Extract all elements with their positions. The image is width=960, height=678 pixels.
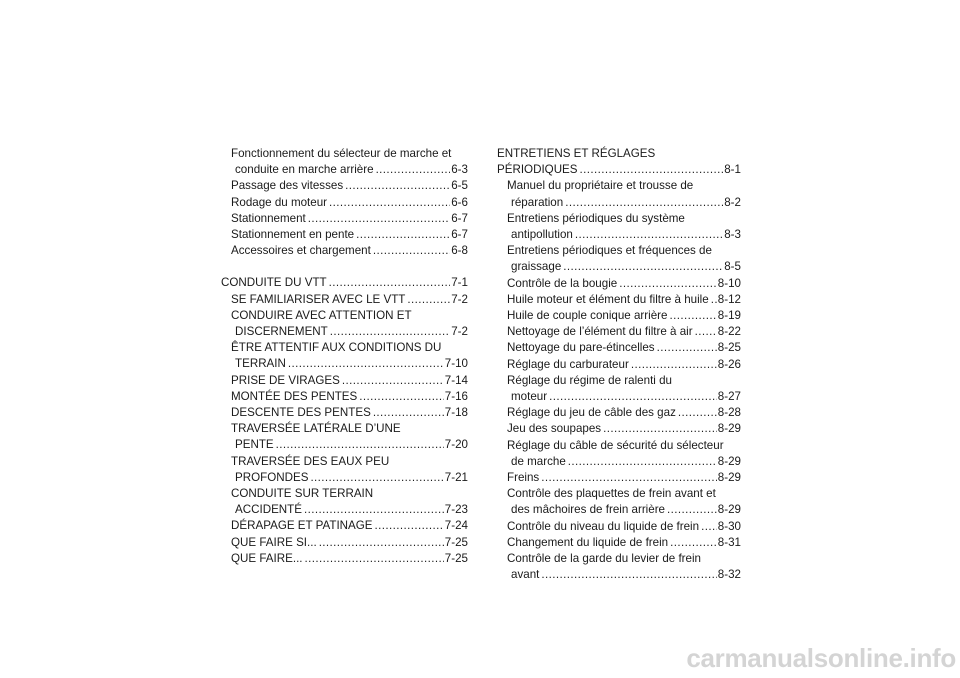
dot-leader — [342, 373, 444, 389]
toc-left-column — [221, 146, 468, 567]
toc-page-number: 7-1 — [451, 276, 468, 290]
toc-entry-title: Accessoires et chargement — [231, 244, 371, 258]
dot-leader — [376, 162, 451, 178]
toc-entry-title: Changement du liquide de frein — [507, 535, 669, 549]
toc-entry[interactable] — [221, 292, 468, 308]
dot-leader — [308, 211, 450, 227]
toc-page-number: 7-20 — [444, 438, 468, 452]
toc-page-number: 7-25 — [444, 535, 468, 549]
toc-entry-title: Contrôle de la bougie — [507, 276, 618, 290]
toc-page-number: 8-2 — [724, 195, 741, 209]
toc-page-number: 7-2 — [451, 292, 468, 306]
toc-page-number: 7-2 — [451, 325, 468, 339]
toc-entry[interactable] — [497, 373, 741, 405]
section-gap — [221, 259, 468, 275]
dot-leader — [305, 551, 444, 567]
toc-entry[interactable] — [497, 211, 741, 243]
toc-entry[interactable] — [497, 486, 741, 518]
dot-leader — [373, 243, 450, 259]
toc-entry-title: Nettoyage du pare-étincelles — [507, 341, 655, 355]
toc-entry-title: CONDUITE DU VTT — [221, 276, 327, 290]
toc-entry-title: Entretiens périodiques et fréquences de — [507, 244, 712, 258]
toc-entry-title: Huile de couple conique arrière — [507, 309, 668, 323]
toc-chapter-entry[interactable] — [497, 146, 741, 178]
watermark: carmanualsonline.info — [686, 643, 956, 673]
toc-entry[interactable] — [221, 454, 468, 486]
toc-entry-title: des mâchoires de frein arrière — [511, 503, 666, 517]
dot-leader — [373, 405, 444, 421]
toc-entry[interactable] — [221, 421, 468, 453]
toc-page-number: 8-29 — [717, 503, 741, 517]
toc-entry-title: ÊTRE ATTENTIF AUX CONDITIONS DU — [231, 341, 442, 355]
dot-leader — [356, 227, 450, 243]
dot-leader — [669, 308, 716, 324]
toc-entry[interactable] — [497, 357, 741, 373]
toc-entry-title: DESCENTE DES PENTES — [231, 406, 371, 420]
toc-entry[interactable] — [221, 486, 468, 518]
toc-entry-title: CONDUITE SUR TERRAIN — [231, 487, 374, 501]
toc-page-number: 8-12 — [717, 292, 741, 306]
toc-entry-title: Réglage du jeu de câble des gaz — [507, 406, 676, 420]
toc-page-number: 8-32 — [717, 568, 741, 582]
toc-page-number: 6-6 — [451, 195, 468, 209]
toc-entry[interactable] — [497, 551, 741, 583]
dot-leader — [541, 567, 716, 583]
toc-entry[interactable] — [221, 389, 468, 405]
dot-leader — [330, 324, 450, 340]
toc-entry[interactable] — [221, 178, 468, 194]
toc-entry-title: PENTE — [235, 438, 274, 452]
toc-entry[interactable] — [221, 243, 468, 259]
toc-page-number: 8-26 — [717, 357, 741, 371]
toc-entry[interactable] — [221, 373, 468, 389]
toc-entry[interactable] — [497, 276, 741, 292]
toc-page-number: 8-29 — [717, 422, 741, 436]
toc-page-number: 8-30 — [717, 519, 741, 533]
toc-entry-title: Réglage du carburateur — [507, 357, 629, 371]
toc-page-number: 8-31 — [717, 535, 741, 549]
toc-entry-title: Jeu des soupapes — [507, 422, 602, 436]
dot-leader — [345, 178, 450, 194]
toc-entry-title: conduite en marche arrière — [235, 163, 374, 177]
toc-entry[interactable] — [497, 292, 741, 308]
toc-entry-title: TRAVERSÉE LATÉRALE D’UNE — [231, 422, 401, 436]
toc-entry-title: Passage des vitesses — [231, 179, 344, 193]
toc-entry-title: de marche — [511, 454, 566, 468]
toc-page-number: 7-21 — [444, 470, 468, 484]
dot-leader — [304, 502, 444, 518]
toc-entry-title: avant — [511, 568, 540, 582]
toc-entry-title: PRISE DE VIRAGES — [231, 373, 340, 387]
toc-entry-title: Freins — [507, 471, 540, 485]
toc-entry[interactable] — [497, 405, 741, 421]
toc-entry[interactable] — [497, 340, 741, 356]
toc-page-number: 8-1 — [724, 163, 741, 177]
dot-leader — [603, 421, 717, 437]
dot-leader — [565, 195, 723, 211]
toc-entry-title: antipollution — [511, 228, 573, 242]
toc-entry-title: MONTÉE DES PENTES — [231, 389, 358, 403]
toc-entry-title: réparation — [511, 195, 564, 209]
dot-leader — [276, 437, 444, 453]
toc-entry-title: Fonctionnement du sélecteur de marche et — [231, 147, 452, 160]
toc-entry-title: ACCIDENTÉ — [235, 503, 302, 517]
toc-page-number: 7-18 — [444, 406, 468, 420]
toc-entry-title: Entretiens périodiques du système — [507, 211, 685, 225]
toc-entry[interactable] — [497, 535, 741, 551]
toc-right-column — [497, 146, 741, 583]
dot-leader — [678, 405, 717, 421]
toc-chapter-entry[interactable] — [221, 275, 468, 291]
dot-leader — [329, 275, 451, 291]
dot-leader — [580, 162, 724, 178]
toc-page-number: 7-10 — [444, 357, 468, 371]
toc-page-number: 7-16 — [444, 389, 468, 403]
toc-entry[interactable] — [221, 308, 468, 340]
toc-entry[interactable] — [497, 178, 741, 210]
toc-entry-title: TRAVERSÉE DES EAUX PEU — [231, 454, 390, 468]
toc-entry-title: Contrôle des plaquettes de frein avant et — [507, 487, 716, 501]
toc-entry-title: Contrôle du niveau du liquide de frein — [507, 519, 700, 533]
toc-page-number: 7-24 — [444, 519, 468, 533]
dot-leader — [407, 292, 450, 308]
toc-page-number: 8-5 — [724, 260, 741, 274]
dot-leader — [375, 518, 444, 534]
toc-entry[interactable] — [221, 518, 468, 534]
toc-entry[interactable] — [221, 405, 468, 421]
toc-entry-title: PÉRIODIQUES — [497, 163, 578, 177]
toc-entry-title: DISCERNEMENT — [235, 325, 328, 339]
toc-entry[interactable] — [221, 535, 468, 551]
toc-page-number: 8-27 — [717, 390, 741, 404]
dot-leader — [329, 195, 450, 211]
toc-page-number: 6-5 — [451, 179, 468, 193]
toc-entry-title: QUE FAIRE... — [231, 551, 303, 565]
toc-entry-title: PROFONDES — [235, 470, 309, 484]
dot-leader — [310, 470, 443, 486]
dot-leader — [619, 276, 717, 292]
dot-leader — [670, 535, 717, 551]
toc-entry[interactable] — [497, 421, 741, 437]
toc-entry[interactable] — [221, 340, 468, 372]
dot-leader — [541, 470, 717, 486]
dot-leader — [359, 389, 444, 405]
toc-entry-title: Réglage du régime de ralenti du — [507, 373, 672, 387]
toc-entry[interactable] — [497, 308, 741, 324]
toc-page-number: 8-29 — [717, 471, 741, 485]
toc-entry-title: Nettoyage de l’élément du filtre à air — [507, 325, 693, 339]
toc-entry[interactable] — [221, 551, 468, 567]
toc-page-number: 6-3 — [451, 163, 468, 177]
toc-page-number: 8-3 — [724, 228, 741, 242]
toc-entry[interactable] — [221, 211, 468, 227]
toc-entry-title: Réglage du câble de sécurité du sélecteur — [507, 438, 724, 452]
dot-leader — [701, 519, 717, 535]
toc-entry[interactable] — [497, 519, 741, 535]
toc-page-number: 6-8 — [451, 244, 468, 258]
dot-leader — [288, 356, 444, 372]
toc-entry-title: ENTRETIENS ET RÉGLAGES — [497, 147, 656, 160]
toc-page-number: 8-28 — [717, 406, 741, 420]
toc-entry[interactable] — [497, 324, 741, 340]
toc-entry[interactable] — [221, 195, 468, 211]
dot-leader — [695, 324, 717, 340]
toc-entry-title: DÉRAPAGE ET PATINAGE — [231, 519, 373, 533]
dot-leader — [575, 227, 723, 243]
toc-entry-title: QUE FAIRE SI... — [231, 535, 317, 549]
toc-page-number: 7-25 — [444, 551, 468, 565]
toc-entry-title: Stationnement — [231, 211, 306, 225]
toc-page-number: 8-25 — [717, 341, 741, 355]
toc-entry[interactable] — [497, 470, 741, 486]
dot-leader — [549, 389, 717, 405]
toc-entry-title: graissage — [511, 260, 562, 274]
toc-entry-title: Stationnement en pente — [231, 228, 355, 242]
toc-page-number: 7-23 — [444, 503, 468, 517]
toc-entry-title: Rodage du moteur — [231, 195, 328, 209]
toc-entry-title: moteur — [511, 390, 548, 404]
toc-entry[interactable] — [221, 227, 468, 243]
toc-page-number: 6-7 — [451, 211, 468, 225]
toc-entry-title: TERRAIN — [235, 357, 286, 371]
toc-entry[interactable] — [497, 243, 741, 275]
toc-entry-title: Manuel du propriétaire et trousse de — [507, 179, 694, 193]
toc-entry[interactable] — [497, 438, 741, 470]
dot-leader — [657, 340, 717, 356]
toc-page-number: 8-19 — [717, 309, 741, 323]
dot-leader — [568, 454, 717, 470]
dot-leader — [319, 535, 444, 551]
toc-entry-title: Huile moteur et élément du filtre à huile — [507, 292, 709, 306]
toc-page-number: 7-14 — [444, 373, 468, 387]
toc-entry-title: CONDUIRE AVEC ATTENTION ET — [231, 308, 412, 322]
dot-leader — [667, 502, 717, 518]
toc-page-number: 8-10 — [717, 276, 741, 290]
toc-entry-title: Contrôle de la garde du levier de frein — [507, 552, 701, 566]
toc-page-number: 8-29 — [717, 454, 741, 468]
toc-page-number: 6-7 — [451, 228, 468, 242]
toc-entry[interactable] — [221, 146, 468, 178]
toc-entry-title: SE FAMILIARISER AVEC LE VTT — [231, 292, 406, 306]
toc-page-number: 8-22 — [717, 325, 741, 339]
dot-leader — [563, 259, 723, 275]
dot-leader — [631, 357, 717, 373]
